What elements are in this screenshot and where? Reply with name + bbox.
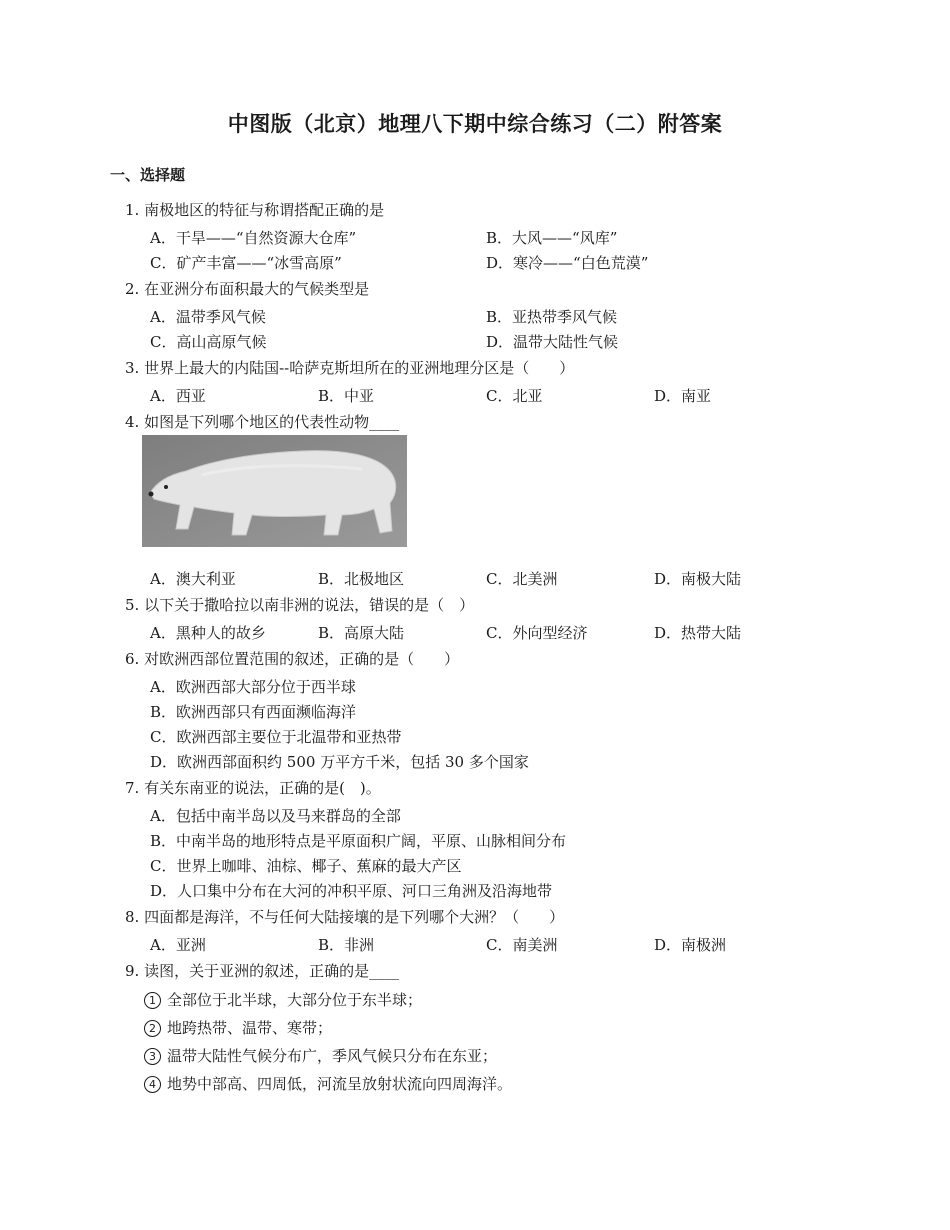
question-stem: 2. 在亚洲分布面积最大的气候类型是 [125,280,370,298]
option-c[interactable]: C．北亚 [486,387,543,405]
option-c[interactable]: C．矿产丰富——“冰雪高原” [150,254,342,272]
option-a[interactable]: A．温带季风气候 [150,308,266,326]
statement-item [144,989,422,1010]
option-c[interactable]: C．外向型经济 [486,624,588,642]
question-stem: 8. 四面都是海洋，不与任何大陆接壤的是下列哪个大洲？（ ） [125,908,565,926]
option-b[interactable]: B．非洲 [318,936,375,954]
question-stem: 9. 读图，关于亚洲的叙述，正确的是____ [125,962,400,980]
option-a[interactable]: A．西亚 [150,387,206,405]
option-a[interactable]: A．欧洲西部大部分位于西半球 [150,678,356,696]
circled-number: 3 [144,1048,161,1065]
option-b[interactable]: B．中南半岛的地形特点是平原面积广阔，平原、山脉相间分布 [150,832,567,850]
circled-number: 2 [144,1020,161,1037]
circled-number: 1 [144,992,161,1009]
circled-number: 4 [144,1076,161,1093]
question-stem: 3. 世界上最大的内陆国--哈萨克斯坦所在的亚洲地理分区是（ ） [125,359,575,377]
question-stem: 1. 南极地区的特征与称谓搭配正确的是 [125,201,385,219]
option-d[interactable]: D．寒冷——“白色荒漠” [486,254,649,272]
option-c[interactable]: C．南美洲 [486,936,558,954]
statement-item [144,1045,497,1066]
option-d[interactable]: D．南极洲 [654,936,727,954]
statement-item [144,1073,512,1094]
statement-item [144,1017,332,1038]
option-a[interactable]: A．黑种人的故乡 [150,624,266,642]
option-b[interactable]: B．中亚 [318,387,375,405]
option-b[interactable]: B．北极地区 [318,570,405,588]
option-a[interactable]: A．亚洲 [150,936,206,954]
option-b[interactable]: B．亚热带季风气候 [486,308,618,326]
option-d[interactable]: D．南亚 [654,387,712,405]
option-a[interactable]: A．包括中南半岛以及马来群岛的全部 [150,807,401,825]
question-stem: 7. 有关东南亚的说法，正确的是( )。 [125,779,381,797]
option-b[interactable]: B．欧洲西部只有西面濒临海洋 [150,703,357,721]
option-c[interactable]: C．北美洲 [486,570,558,588]
page-title: 中图版（北京）地理八下期中综合练习（二）附答案 [227,111,723,136]
option-d[interactable]: D．热带大陆 [654,624,742,642]
option-c[interactable]: C．高山高原气候 [150,333,267,351]
section-heading: 一、选择题 [110,166,186,184]
option-d[interactable]: D．南极大陆 [654,570,742,588]
option-d[interactable]: D．欧洲西部面积约 500 万平方千米，包括 30 多个国家 [150,753,529,771]
question-stem: 5. 以下关于撒哈拉以南非洲的说法，错误的是（ ） [125,596,475,614]
option-d[interactable]: D．温带大陆性气候 [486,333,619,351]
question-stem: 4. 如图是下列哪个地区的代表性动物____ [125,413,400,431]
statement-text: 全部位于北半球，大部分位于东半球； [167,991,423,1009]
option-a[interactable]: A．干旱——“自然资源大仓库” [150,229,357,247]
polar-bear-image [142,435,407,547]
option-b[interactable]: B．大风——“风库” [486,229,618,247]
option-d[interactable]: D．人口集中分布在大河的冲积平原、河口三角洲及沿海地带 [150,882,553,900]
option-a[interactable]: A．澳大利亚 [150,570,236,588]
option-b[interactable]: B．高原大陆 [318,624,405,642]
question-stem: 6. 对欧洲西部位置范围的叙述，正确的是（ ） [125,650,460,668]
statement-text: 地跨热带、温带、寒带； [167,1019,333,1037]
option-c[interactable]: C．欧洲西部主要位于北温带和亚热带 [150,728,402,746]
option-c[interactable]: C．世界上咖啡、油棕、椰子、蕉麻的最大产区 [150,857,462,875]
statement-text: 地势中部高、四周低，河流呈放射状流向四周海洋。 [167,1075,513,1093]
statement-text: 温带大陆性气候分布广，季风气候只分布在东亚； [167,1047,498,1065]
